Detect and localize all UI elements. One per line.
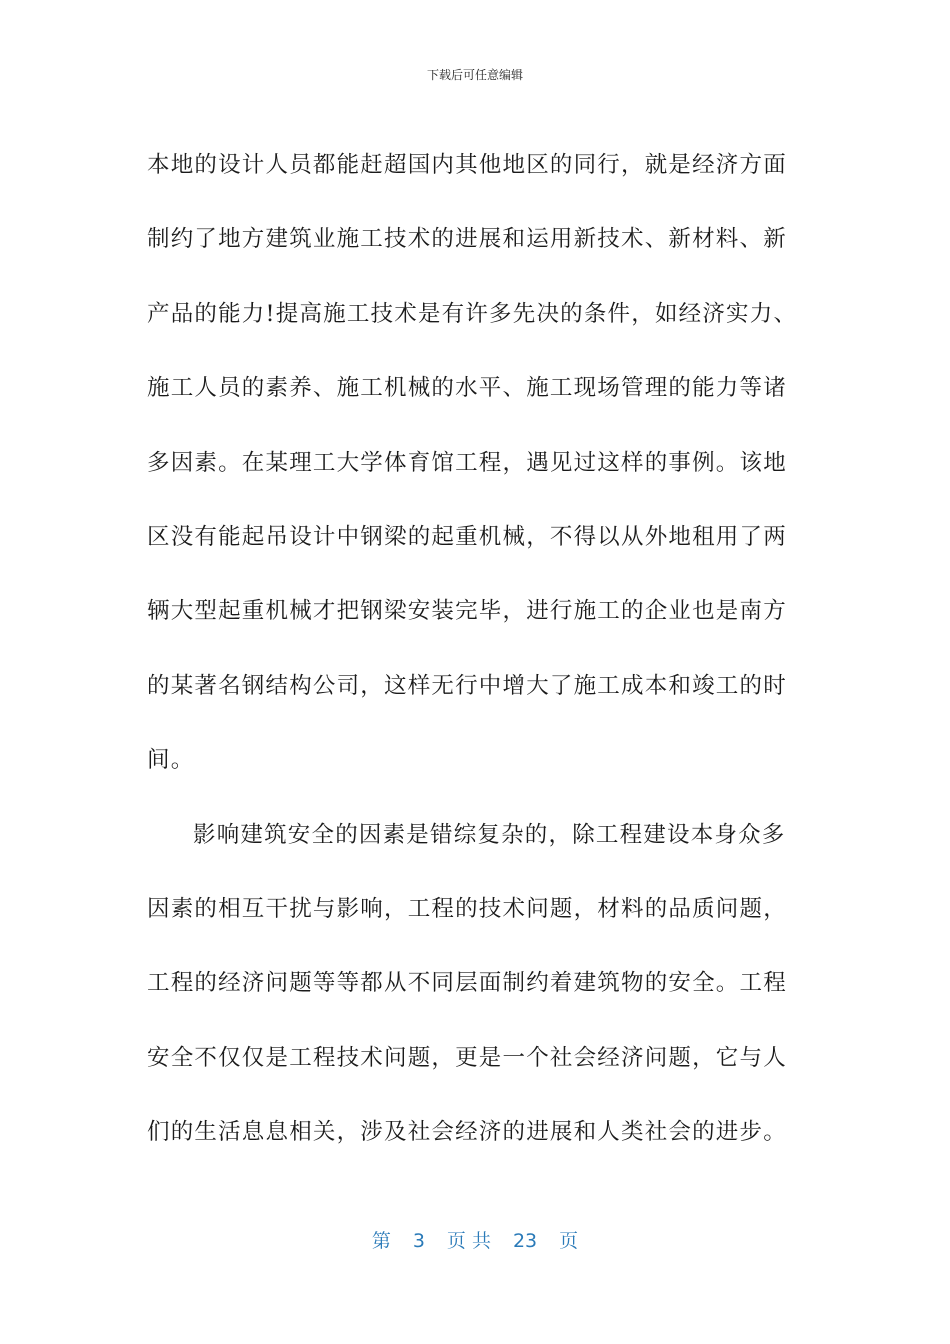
text-line: 影响建筑安全的因素是错综复杂的，除工程建设本身众多	[193, 821, 786, 848]
page-footer	[0, 1226, 950, 1253]
text-line: 们的生活息息相关，涉及社会经济的进展和人类社会的进步。	[147, 1119, 787, 1146]
footer-prefix: 第	[371, 1230, 391, 1252]
text-line: 产品的能力!提高施工技术是有许多先决的条件，如经济实力、	[147, 300, 798, 327]
footer-middle: 页 共	[446, 1230, 491, 1252]
total-pages-number: 23	[512, 1230, 538, 1252]
text-line: 安全不仅仅是工程技术问题，更是一个社会经济问题，它与人	[147, 1044, 787, 1071]
text-line: 多因素。在某理工大学体育馆工程，遇见过这样的事例。该地	[147, 449, 787, 476]
text-line: 因素的相互干扰与影响，工程的技术问题，材料的品质问题，	[147, 896, 787, 923]
current-page-number: 3	[412, 1230, 425, 1252]
text-line: 间。	[147, 747, 195, 774]
document-body	[147, 128, 798, 1170]
text-line: 辆大型起重机械才把钢梁安装完毕，进行施工的企业也是南方	[147, 598, 787, 625]
text-line: 的某著名钢结构公司，这样无行中增大了施工成本和竣工的时	[147, 672, 787, 699]
page-header: 下载后可任意编辑	[426, 68, 523, 82]
paragraph-2	[147, 798, 792, 1170]
paragraph-1	[147, 128, 798, 798]
text-line: 工程的经济问题等等都从不同层面制约着建筑物的安全。工程	[147, 970, 787, 997]
text-line: 施工人员的素养、施工机械的水平、施工现场管理的能力等诸	[147, 375, 787, 402]
text-line: 制约了地方建筑业施工技术的进展和运用新技术、新材料、新	[147, 226, 787, 253]
footer-suffix: 页	[559, 1230, 579, 1252]
text-line: 区没有能起吊设计中钢梁的起重机械，不得以从外地租用了两	[147, 524, 787, 551]
text-line: 本地的设计人员都能赶超国内其他地区的同行，就是经济方面	[147, 152, 787, 178]
